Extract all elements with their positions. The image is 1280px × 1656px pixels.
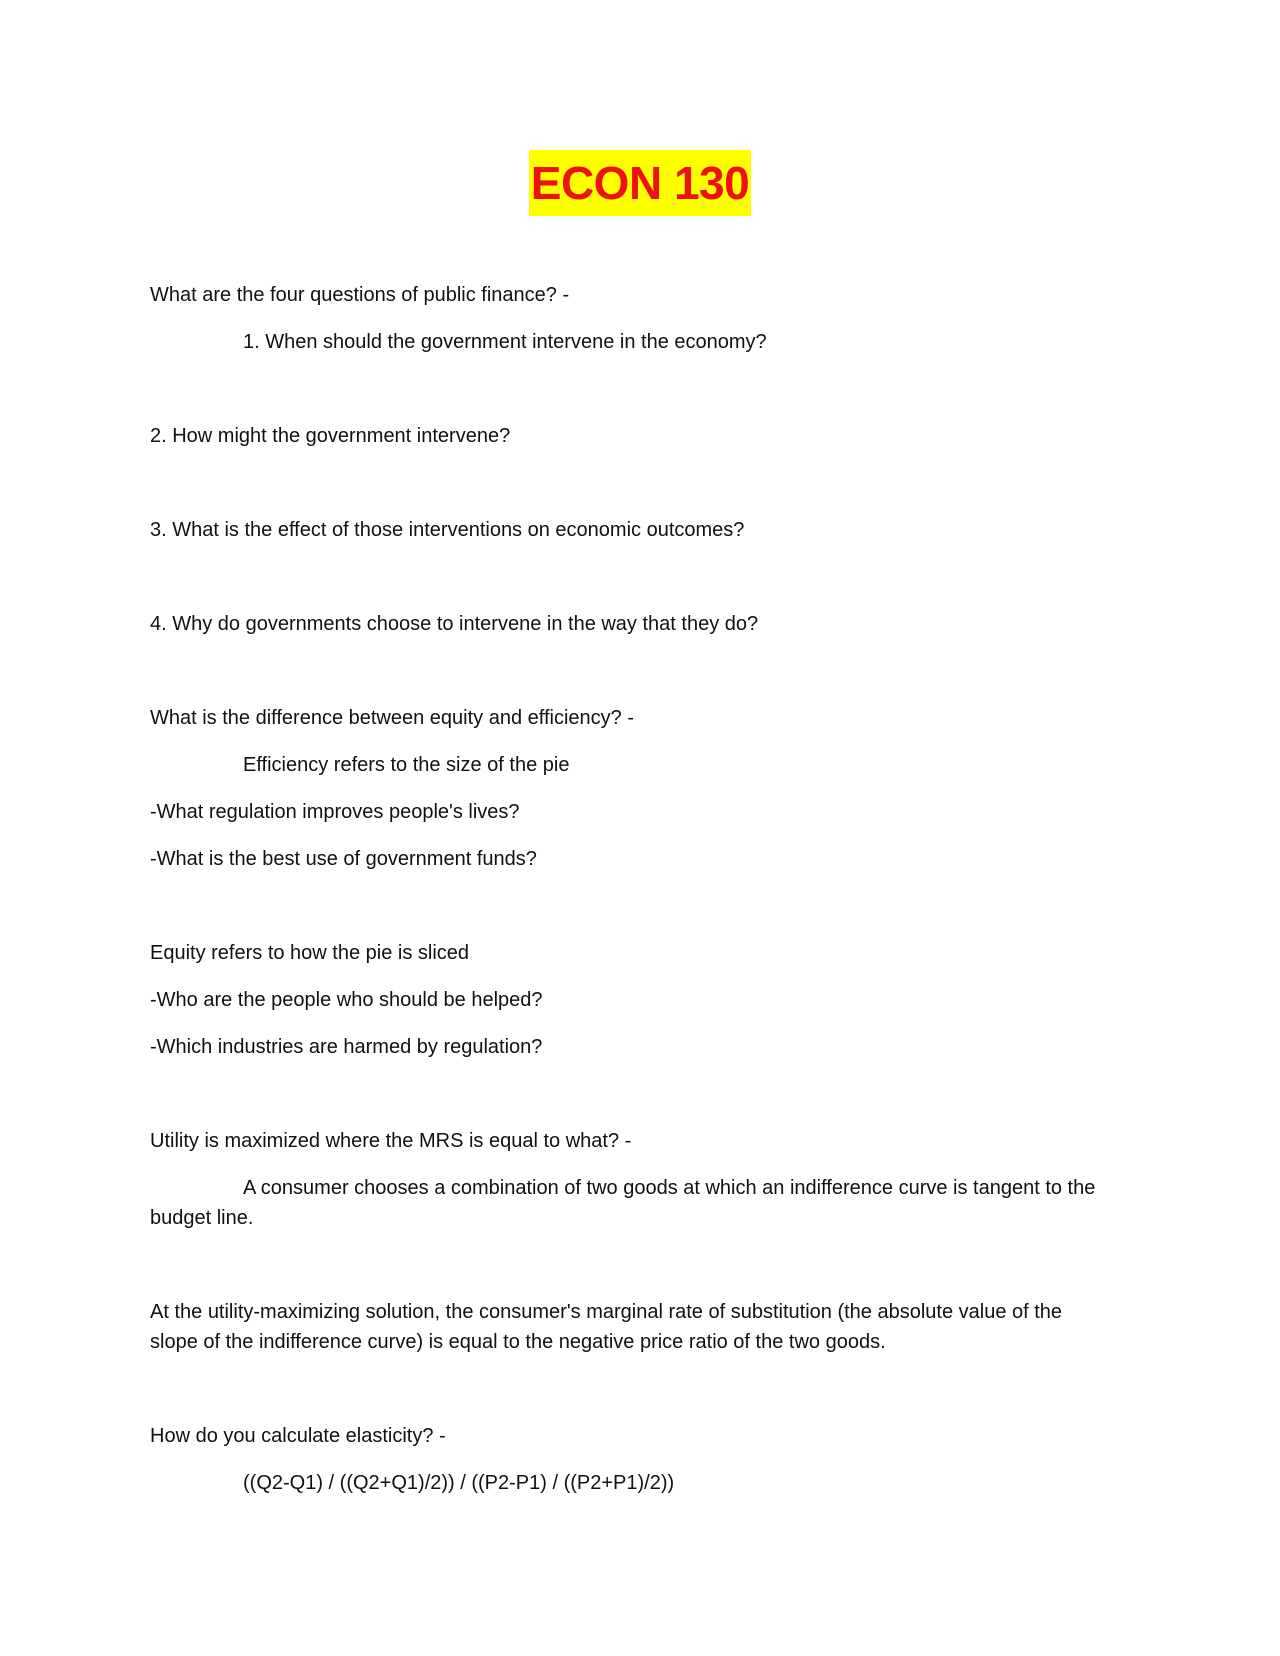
document-title: ECON 130 bbox=[529, 150, 751, 216]
paragraph: -What is the best use of government funds? bbox=[150, 848, 537, 870]
blank-line bbox=[150, 1079, 1110, 1109]
paragraph: How do you calculate elasticity? - bbox=[150, 1425, 446, 1447]
blank-line bbox=[150, 891, 1110, 921]
blank-line bbox=[150, 656, 1110, 686]
document-body bbox=[150, 280, 1110, 1498]
paragraph: -Which industries are harmed by regulation? bbox=[150, 1036, 543, 1058]
blank-line bbox=[150, 468, 1110, 498]
paragraph: A consumer chooses a combination of two goods at which an indifference curve is tangent to the budget line. bbox=[150, 1177, 1096, 1229]
blank-line bbox=[150, 1374, 1110, 1404]
paragraph: Equity refers to how the pie is sliced bbox=[150, 942, 470, 964]
blank-line bbox=[150, 374, 1110, 404]
title-container bbox=[0, 150, 1280, 216]
paragraph: 2. How might the government intervene? bbox=[150, 425, 511, 447]
paragraph: Efficiency refers to the size of the pie bbox=[243, 754, 570, 776]
paragraph: What is the difference between equity and efficiency? - bbox=[150, 707, 634, 729]
paragraph: 1. When should the government intervene in the economy? bbox=[243, 331, 767, 353]
paragraph: Utility is maximized where the MRS is equal to what? - bbox=[150, 1130, 632, 1152]
paragraph: 3. What is the effect of those interventions on economic outcomes? bbox=[150, 519, 745, 541]
paragraph: -What regulation improves people's lives? bbox=[150, 801, 520, 823]
blank-line bbox=[150, 1250, 1110, 1280]
paragraph: ((Q2-Q1) / ((Q2+Q1)/2)) / ((P2-P1) / ((P2+P1)/2)) bbox=[243, 1472, 675, 1494]
paragraph: At the utility-maximizing solution, the consumer's marginal rate of substitution (the absolute value of the slope of the indifference curve) is equal to the negative price ratio of the two goods. bbox=[150, 1301, 1063, 1353]
blank-line bbox=[150, 562, 1110, 592]
paragraph: What are the four questions of public finance? - bbox=[150, 284, 570, 306]
paragraph: 4. Why do governments choose to intervene in the way that they do? bbox=[150, 613, 759, 635]
paragraph: -Who are the people who should be helped? bbox=[150, 989, 543, 1011]
